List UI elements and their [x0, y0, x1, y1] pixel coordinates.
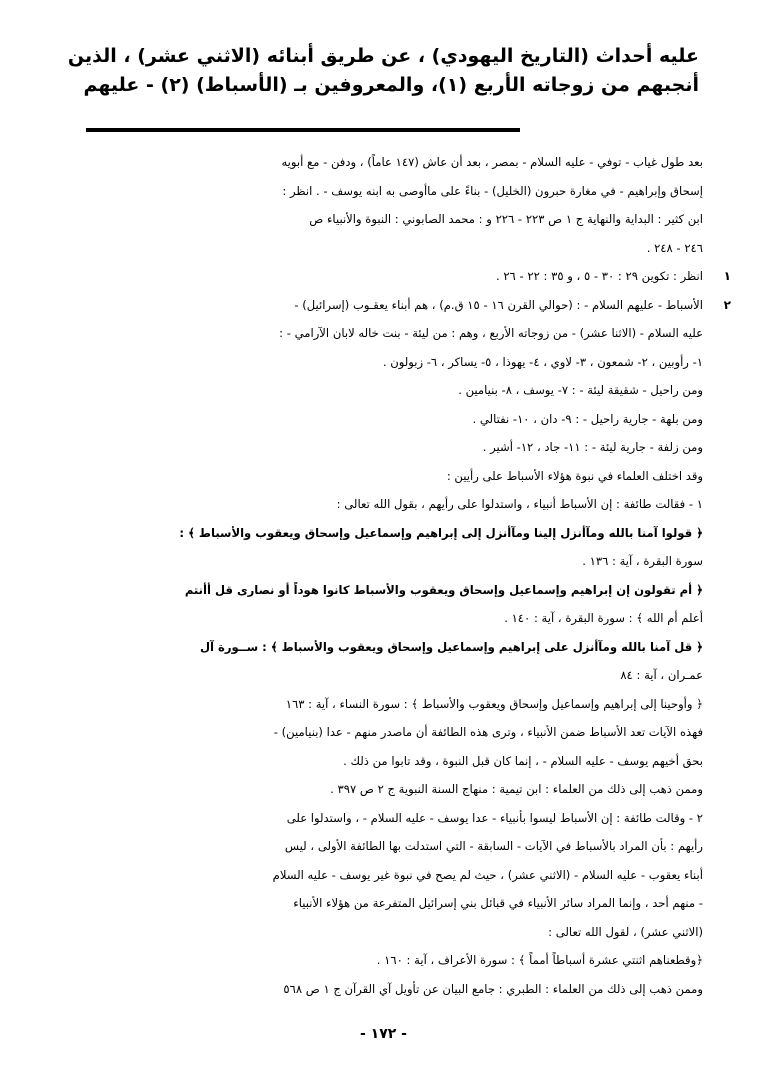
footnote-text: وقد اختلف العلماء في نبوة هؤلاء الأسباط على رأيين : [446, 468, 703, 483]
footnote-line [0, 861, 767, 889]
footnote-text: بعد طول غياب - توفي - عليه السلام - بمصر ، بعد أن عاش (١٤٧ عاماً) ، ودفن - مع أبويه [281, 155, 703, 169]
footnote-text: فهذه الآيات تعد الأسباط ضمن الأنبياء ، وترى هذه الطائفة أن ماصدر منهم - عدا (بنيامين) - [273, 725, 703, 739]
footnote-line [0, 918, 767, 946]
main-text-line: عليه أحداث (التاريخ اليهودي) ، عن طريق أبنائه (الاثني عشر) ، الذين [67, 45, 699, 67]
footnote-line [0, 405, 767, 433]
footnote-separator [86, 128, 520, 132]
footnote-line [0, 319, 767, 347]
footnote-text: ﴿وقطعناهم اثنتي عشرة أسباطاً أمماً ﴾ : سورة الأعراف ، آية : ١٦٠ . [376, 953, 703, 967]
main-text-line: أنجبهم من زوجاته الأربع (١)، والمعروفين بـ (الأسباط) (٢) - عليهم [83, 74, 699, 96]
footnote-text: ومن بلهة - جارية راحيل - : ٩- دان ، ١٠- نفتالي . [472, 411, 703, 426]
footnote-text: بحق أخيهم يوسف - عليه السلام - ، إنما كان قبل النبوة ، وقد تابوا من ذلك . [343, 753, 703, 768]
footnote-line [0, 747, 767, 775]
footnote-text: ١ - فقالت طائفة : إن الأسباط أنبياء ، واستدلوا على رأيهم ، بقول الله تعالى : [336, 497, 703, 511]
footnote-text: عليه السلام - (الاثنا عشر) - من زوجاته الأربع ، وهم : من ليئة - بنت خاله لابان الآرامي - : [279, 326, 703, 340]
footnote-line [0, 804, 767, 832]
footnote-line [0, 490, 767, 518]
footnote-text: إسحاق وإبراهيم - في مغارة حبرون (الخليل) - بناءً على ماأوصى به ابنه يوسف - . انظر : [282, 183, 703, 198]
footnote-line [0, 889, 767, 917]
footnote-line [0, 946, 767, 974]
footnote-line [0, 462, 767, 490]
footnote-text: عمـران ، آية : ٨٤ [620, 668, 703, 682]
footnote-line [0, 576, 767, 604]
footnote-text: (الاثني عشر) ، لقول الله تعالى : [548, 924, 703, 939]
footnote-line [0, 690, 767, 718]
footnote-text: انظر : تكوين ٢٩ : ٣٠ - ٥ ، و ٣٥ : ٢٢ - ٢٦ . [495, 269, 703, 283]
footnote-text: ومن زلفة - جارية ليئة - : ١١- جاد ، ١٢- أشير . [482, 440, 703, 454]
footnote-line [0, 291, 767, 319]
footnote-line [0, 775, 767, 803]
footnote-line [0, 234, 767, 262]
footnote-line [0, 148, 767, 176]
footnote-text: أبناء يعقوب - عليه السلام - (الاثني عشر) ، حيث لم يصح في نبوة غير يوسف - عليه السلام [272, 867, 703, 882]
footnote-line [0, 718, 767, 746]
footnote-text: رأيهم : بأن المراد بالأسباط في الآيات - السابقة - التي استدلت بها الطائفة الأولى ، ليس [284, 839, 703, 853]
page-number: - ١٧٢ - [359, 1026, 407, 1042]
footnote-line [0, 433, 767, 461]
footnote-line [0, 348, 767, 376]
footnote-line [0, 177, 767, 205]
footnote-text: ﴿ قولوا آمنا بالله ومآأنزل إلينا ومآأنزل إلى إبراهيم وإسماعيل وإسحاق ويعقوب والأسباط ﴾ : [179, 525, 703, 540]
footnote-number: ١ [723, 269, 731, 283]
footnote-text: ٢ - وقالت طائفة : إن الأسباط ليسوا بأنبياء - عدا يوسف - عليه السلام - ، واستدلوا على [286, 810, 703, 825]
main-text-block [54, 42, 699, 100]
footnote-line [0, 547, 767, 575]
footnote-text: ابن كثير : البداية والنهاية ج ١ ص ٢٢٣ - ٢٢٦ و : محمد الصابوني : النبوة والأنبياء ص [309, 212, 703, 226]
footnote-text: ١- رأوبين ، ٢- شمعون ، ٣- لاوي ، ٤- يهوذا ، ٥- يساكر ، ٦- زبولون . [382, 354, 703, 369]
footnote-line [0, 205, 767, 233]
footnote-line [0, 376, 767, 404]
footnote-line [0, 262, 767, 290]
footnote-text: أعلم أم الله ﴾ : سورة البقرة ، آية : ١٤٠ . [504, 611, 703, 625]
footnote-text: ومن راحيل - شقيقة ليئة - : ٧- يوسف ، ٨- بنيامين . [458, 383, 703, 397]
footnote-text: وممن ذهب إلى ذلك من العلماء : ابن تيمية : منهاج السنة النبوية ج ٢ ص ٣٩٧ . [330, 782, 703, 796]
footnote-line [0, 975, 767, 1003]
footnote-line [0, 604, 767, 632]
footnote-text: ﴿ أم تقولون إن إبراهيم وإسماعيل وإسحاق ويعقوب والأسباط كانوا هوداً أو نصارى قل أأنتم [184, 582, 703, 597]
footnote-line [0, 633, 767, 661]
footnote-line [0, 519, 767, 547]
footnote-text: - منهم أحد ، وإنما المراد سائر الأنبياء في قبائل بني إسرائيل المتفرعة من هؤلاء الأنبياء [293, 896, 703, 910]
footnote-text: ﴿ قل آمنا بالله ومآأنزل على إبراهيم وإسماعيل وإسحاق ويعقوب والأسباط ﴾ : ســورة آل [199, 639, 703, 654]
footnote-text: ﴿ وأوحينا إلى إبراهيم وإسماعيل وإسحاق ويعقوب والأسباط ﴾ : سورة النساء ، آية : ١٦٣ [285, 696, 703, 711]
footnote-number: ٢ [723, 297, 731, 312]
footnote-line [0, 661, 767, 689]
footnote-line [0, 832, 767, 860]
footnote-text: الأسباط - عليهم السلام - : (حوالي القرن ١٦ - ١٥ ق.م) ، هم أبناء يعقـوب (إسرائيل) - [294, 297, 703, 312]
footnote-text: ٢٤٦ - ٢٤٨ . [646, 240, 703, 255]
footnote-text: وممن ذهب إلى ذلك من العلماء : الطبري : جامع البيان عن تأويل آي القرآن ج ١ ص ٥٦٨ [283, 981, 703, 996]
footnote-text: سورة البقرة ، آية : ١٣٦ . [582, 554, 703, 568]
